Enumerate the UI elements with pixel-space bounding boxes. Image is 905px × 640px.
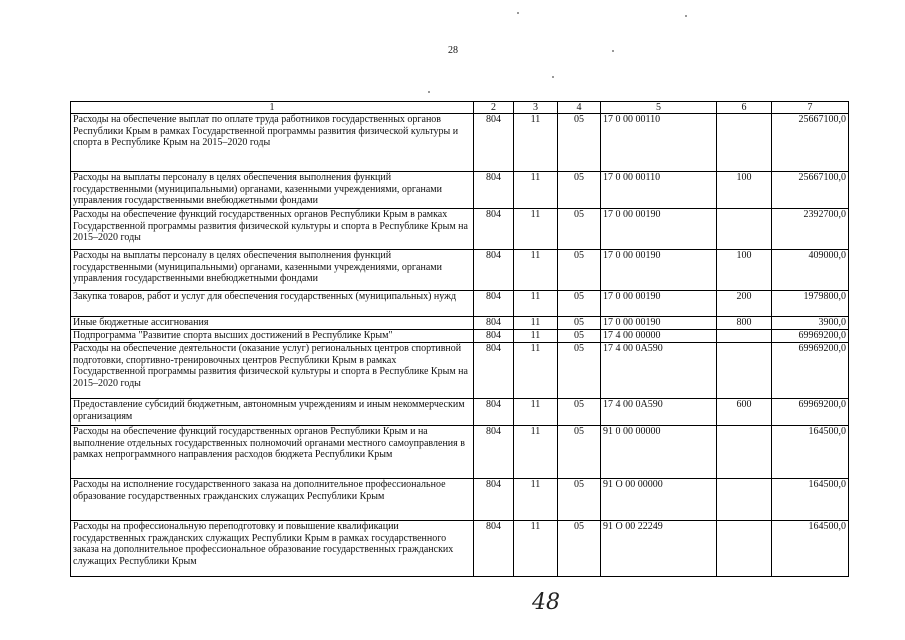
- scan-speck: [517, 12, 519, 14]
- subsection-code: 05: [558, 209, 601, 250]
- target-article-code: 17 0 00 00110: [601, 114, 717, 172]
- row-description: Расходы на обеспечение функций государственных органов Республики Крым в рамках Государственной программы развития физической культуры и спорта в Республике Крым на 2015–2020 годы: [71, 209, 474, 250]
- subsection-code: 05: [558, 114, 601, 172]
- scan-speck: [428, 91, 430, 93]
- amount: 164500,0: [772, 426, 849, 479]
- ministry-code: 804: [474, 291, 514, 317]
- row-description: Расходы на выплаты персоналу в целях обеспечения выполнения функций государственными (муниципальными) органами, казенными учреждениями, органами управления государственными внебюджетными фондами: [71, 250, 474, 291]
- amount: 69969200,0: [772, 343, 849, 399]
- scan-speck: [612, 50, 614, 52]
- expense-type-code: [717, 426, 772, 479]
- target-article-code: 17 0 00 00110: [601, 172, 717, 209]
- row-description: Расходы на обеспечение выплат по оплате труда работников государственных органов Республики Крым в рамках Государственной программы развития физической культуры и спорта в Республике Крым на 2015–2020 годы: [71, 114, 474, 172]
- row-description: Закупка товаров, работ и услуг для обеспечения государственных (муниципальных) нужд: [71, 291, 474, 317]
- target-article-code: 17 4 00 0А590: [601, 399, 717, 426]
- section-code: 11: [514, 114, 558, 172]
- column-header: 5: [601, 102, 717, 114]
- table-row: [71, 250, 849, 291]
- table-row: [71, 330, 849, 343]
- expense-type-code: [717, 343, 772, 399]
- subsection-code: 05: [558, 317, 601, 330]
- budget-table: [70, 101, 849, 577]
- row-description: Расходы на исполнение государственного заказа на дополнительное профессиональное образование государственных гражданских служащих Республики Крым: [71, 479, 474, 521]
- row-description: Предоставление субсидий бюджетным, автономным учреждениям и иным некоммерческим организациям: [71, 399, 474, 426]
- section-code: 11: [514, 209, 558, 250]
- target-article-code: 17 4 00 0А590: [601, 343, 717, 399]
- amount: 69969200,0: [772, 330, 849, 343]
- section-code: 11: [514, 479, 558, 521]
- row-description: Подпрограмма "Развитие спорта высших достижений в Республике Крым": [71, 330, 474, 343]
- ministry-code: 804: [474, 343, 514, 399]
- target-article-code: 91 О 00 22249: [601, 521, 717, 577]
- column-header: 3: [514, 102, 558, 114]
- scan-speck: [685, 15, 687, 17]
- row-description: Иные бюджетные ассигнования: [71, 317, 474, 330]
- amount: 25667100,0: [772, 172, 849, 209]
- amount: 69969200,0: [772, 399, 849, 426]
- ministry-code: 804: [474, 209, 514, 250]
- amount: 164500,0: [772, 479, 849, 521]
- section-code: 11: [514, 399, 558, 426]
- section-code: 11: [514, 291, 558, 317]
- column-header: 7: [772, 102, 849, 114]
- subsection-code: 05: [558, 330, 601, 343]
- row-description: Расходы на профессиональную переподготовку и повышение квалификации государственных гражданских служащих Республики Крым в рамках государственного заказа на дополнительное профессиональное образование государственных гражданских служащих Республики Крым: [71, 521, 474, 577]
- subsection-code: 05: [558, 426, 601, 479]
- table-row: [71, 521, 849, 577]
- table-row: [71, 343, 849, 399]
- ministry-code: 804: [474, 114, 514, 172]
- target-article-code: 91 0 00 00000: [601, 426, 717, 479]
- column-header: 6: [717, 102, 772, 114]
- subsection-code: 05: [558, 291, 601, 317]
- subsection-code: 05: [558, 343, 601, 399]
- page-number: 28: [448, 45, 458, 56]
- target-article-code: 17 0 00 00190: [601, 317, 717, 330]
- ministry-code: 804: [474, 521, 514, 577]
- column-header: 4: [558, 102, 601, 114]
- expense-type-code: [717, 330, 772, 343]
- subsection-code: 05: [558, 250, 601, 291]
- column-header: 1: [71, 102, 474, 114]
- subsection-code: 05: [558, 521, 601, 577]
- expense-type-code: [717, 114, 772, 172]
- section-code: 11: [514, 343, 558, 399]
- handwritten-page-mark: 48: [532, 590, 560, 615]
- section-code: 11: [514, 426, 558, 479]
- amount: 409000,0: [772, 250, 849, 291]
- column-header: 2: [474, 102, 514, 114]
- row-description: Расходы на обеспечение функций государственных органов Республики Крым и на выполнение отдельных государственных полномочий органами местного самоуправления в рамках непрограммного направления расходов бюджета Республики Крым: [71, 426, 474, 479]
- expense-type-code: 600: [717, 399, 772, 426]
- target-article-code: 91 О 00 00000: [601, 479, 717, 521]
- amount: 1979800,0: [772, 291, 849, 317]
- table-row: [71, 291, 849, 317]
- section-code: 11: [514, 317, 558, 330]
- table-row: [71, 317, 849, 330]
- subsection-code: 05: [558, 399, 601, 426]
- row-description: Расходы на выплаты персоналу в целях обеспечения выполнения функций государственными (муниципальными) органами, казенными учреждениями, органами управления государственными внебюджетными фондами: [71, 172, 474, 209]
- subsection-code: 05: [558, 172, 601, 209]
- ministry-code: 804: [474, 330, 514, 343]
- expense-type-code: 100: [717, 172, 772, 209]
- table-row: [71, 399, 849, 426]
- expense-type-code: [717, 479, 772, 521]
- table-row: [71, 479, 849, 521]
- target-article-code: 17 0 00 00190: [601, 209, 717, 250]
- amount: 164500,0: [772, 521, 849, 577]
- expense-type-code: 100: [717, 250, 772, 291]
- amount: 3900,0: [772, 317, 849, 330]
- table-header-row: [71, 102, 849, 114]
- table-row: [71, 114, 849, 172]
- ministry-code: 804: [474, 172, 514, 209]
- ministry-code: 804: [474, 317, 514, 330]
- target-article-code: 17 0 00 00190: [601, 291, 717, 317]
- ministry-code: 804: [474, 399, 514, 426]
- ministry-code: 804: [474, 479, 514, 521]
- scan-speck: [552, 76, 554, 78]
- ministry-code: 804: [474, 250, 514, 291]
- ministry-code: 804: [474, 426, 514, 479]
- expense-type-code: [717, 521, 772, 577]
- target-article-code: 17 0 00 00190: [601, 250, 717, 291]
- expense-type-code: [717, 209, 772, 250]
- section-code: 11: [514, 250, 558, 291]
- section-code: 11: [514, 521, 558, 577]
- table-row: [71, 426, 849, 479]
- expense-type-code: 200: [717, 291, 772, 317]
- row-description: Расходы на обеспечение деятельности (оказание услуг) региональных центров спортивной подготовки, спортивно-тренировочных центров Республики Крым в рамках Государственной программы развития физической культуры и спорта в Республике Крым на 2015–2020 годы: [71, 343, 474, 399]
- subsection-code: 05: [558, 479, 601, 521]
- expense-type-code: 800: [717, 317, 772, 330]
- table-row: [71, 209, 849, 250]
- amount: 25667100,0: [772, 114, 849, 172]
- target-article-code: 17 4 00 00000: [601, 330, 717, 343]
- table-row: [71, 172, 849, 209]
- amount: 2392700,0: [772, 209, 849, 250]
- section-code: 11: [514, 330, 558, 343]
- section-code: 11: [514, 172, 558, 209]
